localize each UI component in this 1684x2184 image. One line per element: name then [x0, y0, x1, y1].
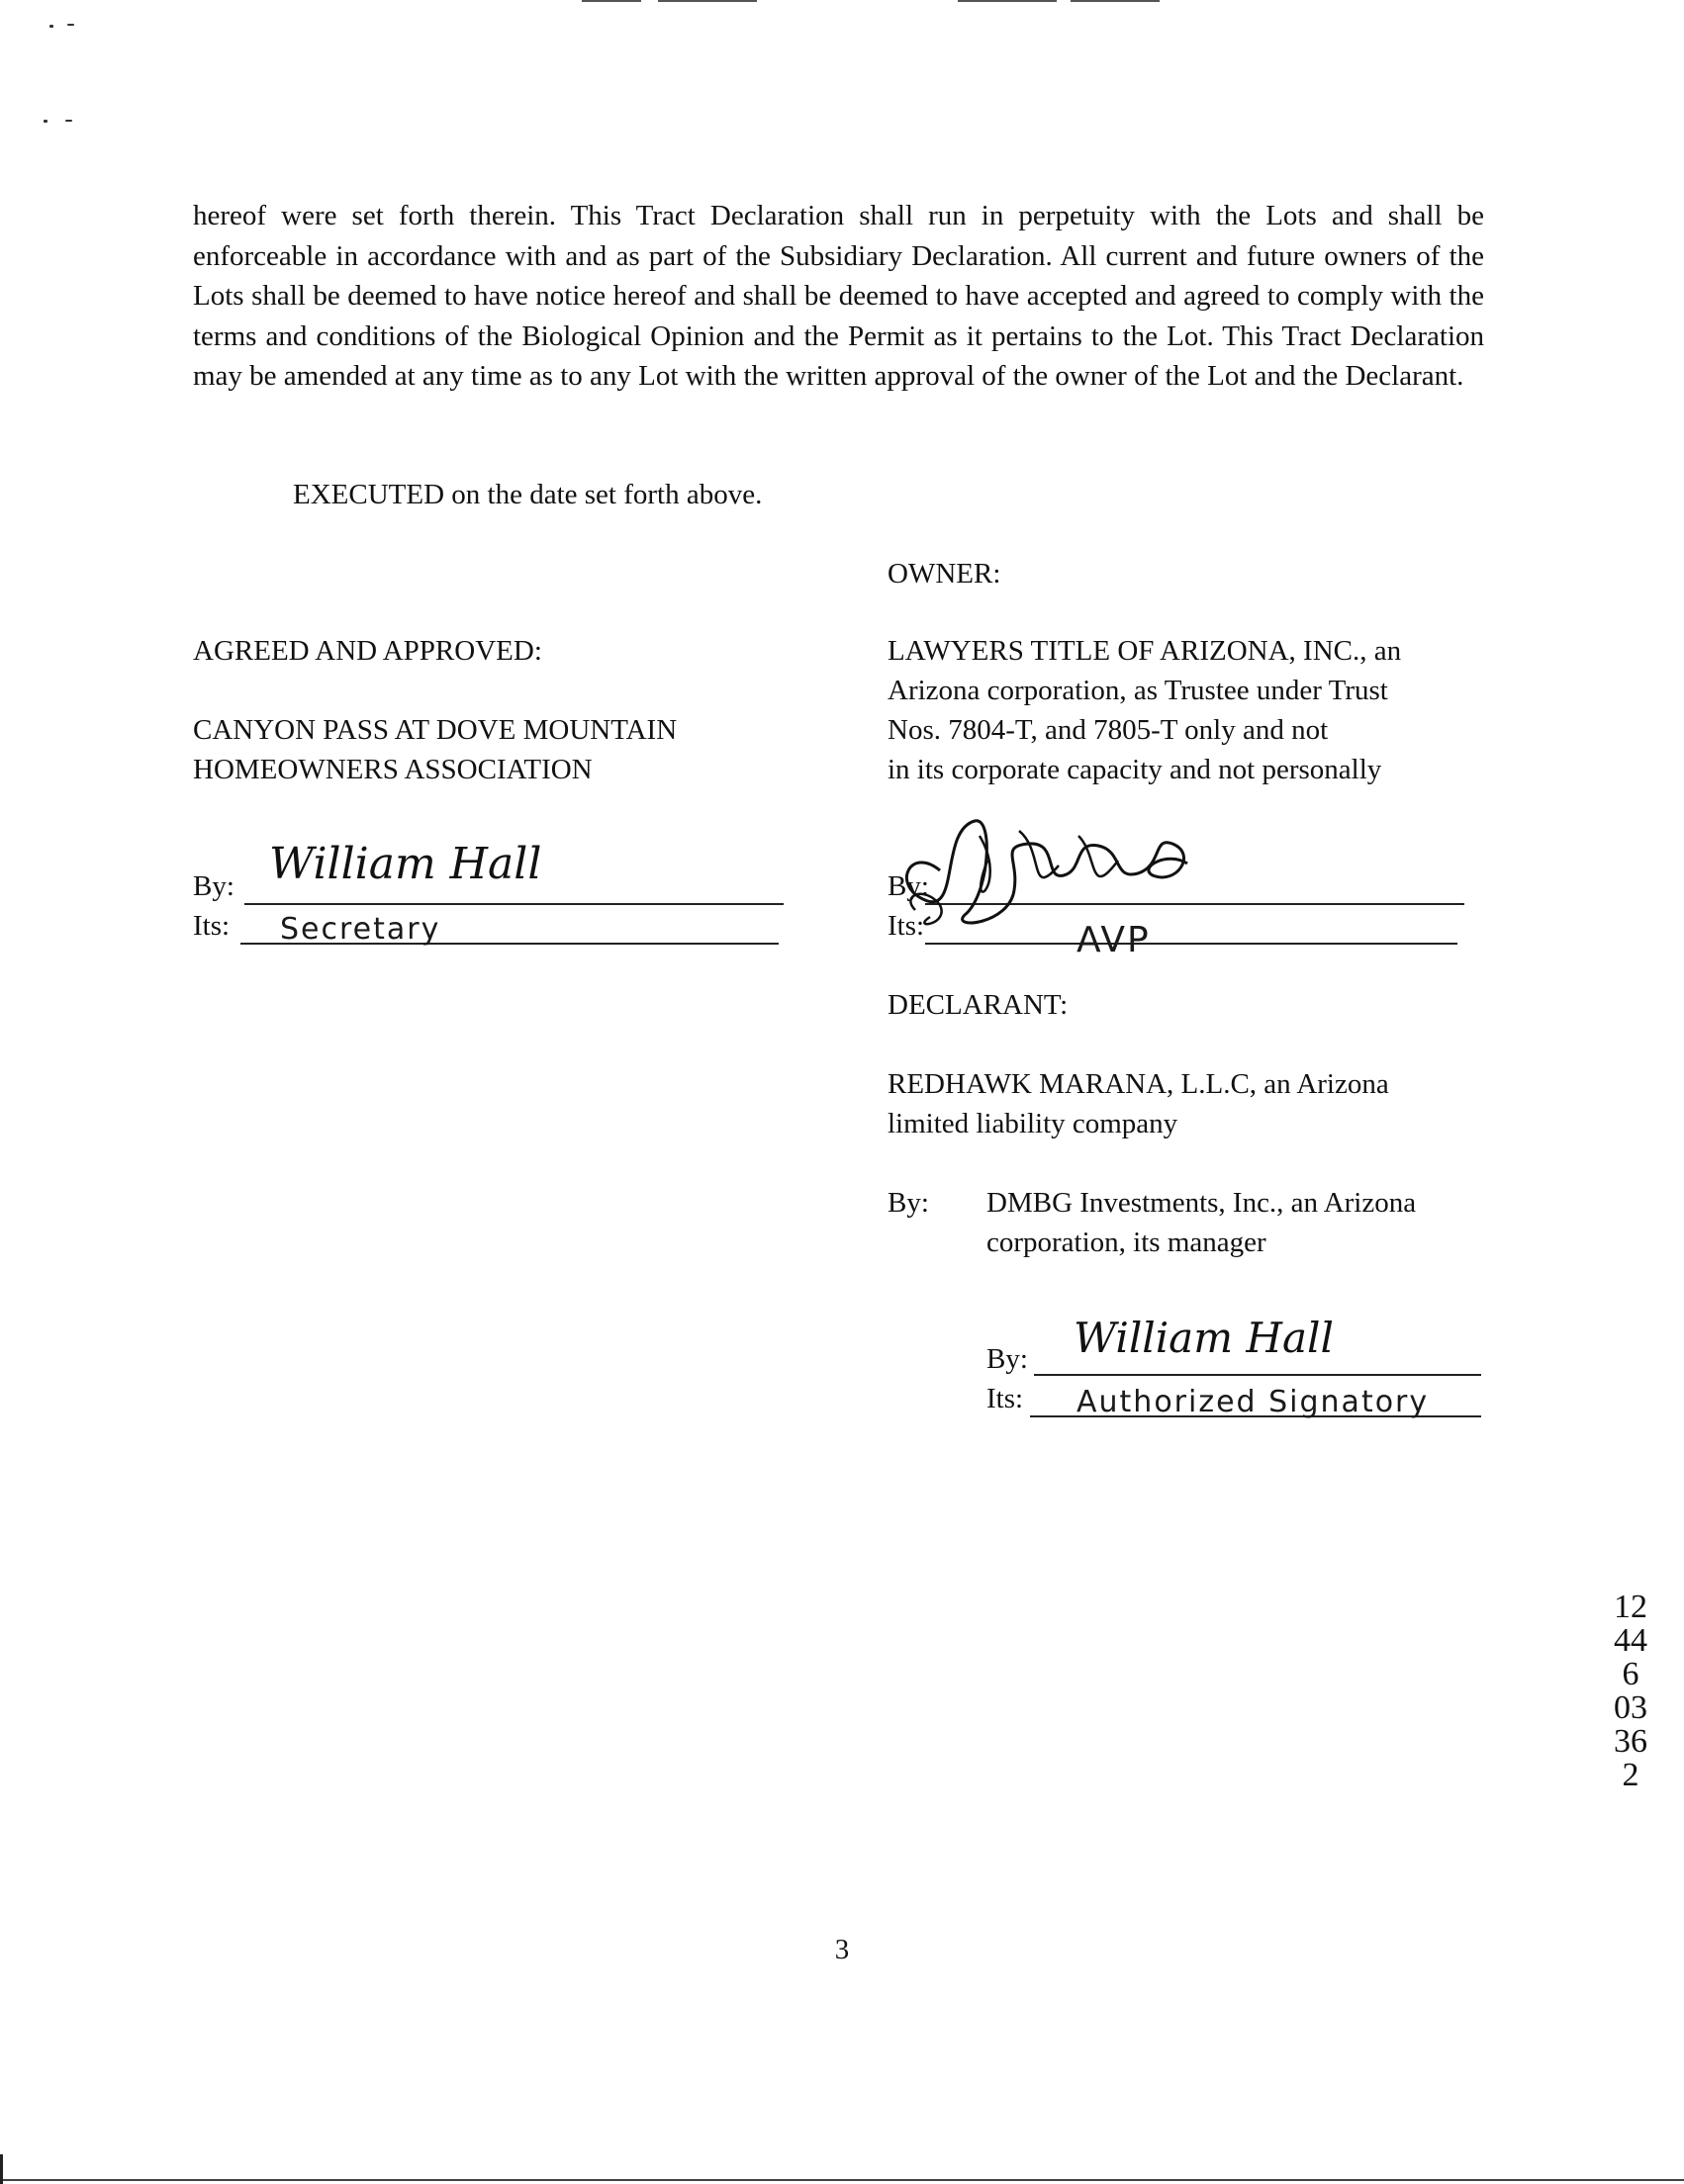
signature-line [244, 903, 784, 905]
handwritten-signature: William Hall [1074, 1314, 1334, 1362]
manager-line1: DMBG Investments, Inc., an Arizona [986, 1187, 1417, 1219]
scan-dot [49, 25, 53, 28]
owner-line3: Nos. 7804-T, and 7805-T only and not [888, 714, 1329, 746]
owner-heading: OWNER: [888, 558, 1001, 590]
handwritten-title: Secretary [280, 912, 441, 947]
scan-dot [67, 24, 74, 26]
executed-line: EXECUTED on the date set forth above. [293, 479, 763, 510]
body-paragraph: hereof were set forth therein. This Tract Declaration shall run in perpetuity with the Lots and shall be enforceable in accordance with and as part of the Subsidiary Declaration. All current and future owners of the Lots shall be deemed to have notice hereof and shall be deemed to have accepted and agreed to comply with the terms and conditions of the Biological Opinion and the Permit as it pertains to the Lot. This Tract Declaration may be amended at any time as to any Lot with the written approval of the owner of the Lot and the Declarant. [193, 200, 1484, 392]
its-label: Its: [193, 910, 231, 942]
its-label: Its: [986, 1383, 1024, 1414]
scan-mark [1071, 0, 1160, 2]
scan-dot [44, 120, 47, 123]
association-name-line1: CANYON PASS AT DOVE MOUNTAIN [193, 714, 678, 746]
recording-number: 12446 03362 [1614, 1589, 1647, 1793]
declarant-line2: limited liability company [888, 1108, 1178, 1139]
scan-mark [658, 0, 757, 2]
scan-mark [958, 0, 1057, 2]
owner-line2: Arizona corporation, as Trustee under Trust [888, 675, 1388, 706]
signature-line [1034, 1374, 1481, 1376]
agreed-heading: AGREED AND APPROVED: [193, 635, 542, 667]
scan-mark [582, 0, 641, 2]
declarant-heading: DECLARANT: [888, 989, 1069, 1021]
scan-edge [0, 2154, 3, 2184]
association-name-line2: HOMEOWNERS ASSOCIATION [193, 754, 593, 785]
page-number: 3 [834, 1934, 850, 1965]
scan-edge [0, 2179, 1684, 2181]
declarant-line1: REDHAWK MARANA, L.L.C, an Arizona [888, 1068, 1389, 1100]
its-label: Its: [888, 910, 925, 942]
owner-line4: in its corporate capacity and not personally [888, 754, 1382, 785]
by-label: By: [986, 1343, 1028, 1375]
handwritten-title: AVP [1076, 920, 1151, 960]
handwritten-signature: William Hall [269, 839, 542, 889]
by-label: By: [193, 870, 234, 902]
handwritten-title: Authorized Signatory [1076, 1385, 1430, 1419]
manager-line2: corporation, its manager [986, 1227, 1266, 1258]
by-label: By: [888, 870, 929, 902]
declarant-by-label: By: [888, 1187, 929, 1219]
owner-signature-scribble [871, 806, 1207, 945]
scan-dot [65, 120, 72, 122]
owner-line1: LAWYERS TITLE OF ARIZONA, INC., an [888, 635, 1402, 667]
